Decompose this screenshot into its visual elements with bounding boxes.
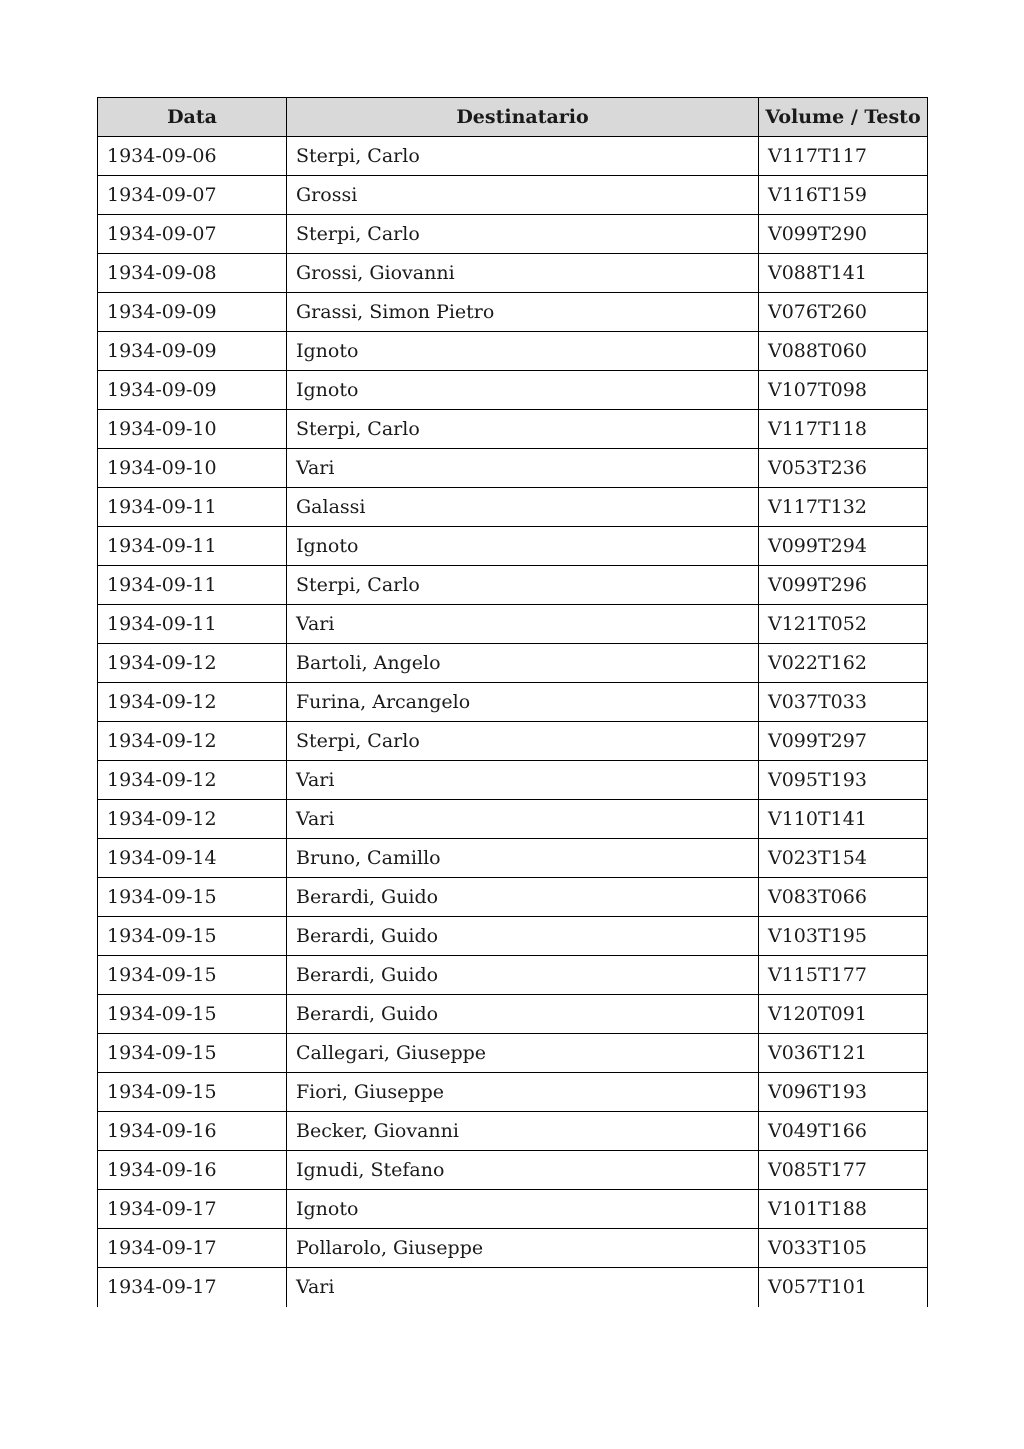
cell-volume-text: V083T066 [759,878,928,917]
cell-recipient: Furina, Arcangelo [287,683,759,722]
cell-recipient: Vari [287,449,759,488]
table-row [98,527,928,566]
table-row [98,722,928,761]
table-row [98,761,928,800]
cell-volume-text: V037T033 [759,683,928,722]
cell-recipient: Ignoto [287,371,759,410]
cell-date: 1934-09-06 [98,137,287,176]
cell-date: 1934-09-12 [98,644,287,683]
cell-date: 1934-09-08 [98,254,287,293]
cell-volume-text: V099T290 [759,215,928,254]
correspondence-table [97,97,928,1307]
cell-volume-text: V095T193 [759,761,928,800]
cell-recipient: Ignudi, Stefano [287,1151,759,1190]
cell-date: 1934-09-09 [98,371,287,410]
cell-date: 1934-09-16 [98,1112,287,1151]
cell-date: 1934-09-15 [98,956,287,995]
cell-recipient: Vari [287,800,759,839]
cell-date: 1934-09-10 [98,449,287,488]
cell-date: 1934-09-11 [98,488,287,527]
column-header-destinatario: Destinatario [287,98,759,137]
cell-recipient: Sterpi, Carlo [287,137,759,176]
cell-date: 1934-09-09 [98,293,287,332]
cell-date: 1934-09-12 [98,722,287,761]
cell-recipient: Grossi [287,176,759,215]
table-header-row [98,98,928,137]
cell-volume-text: V115T177 [759,956,928,995]
table-row [98,566,928,605]
cell-volume-text: V117T117 [759,137,928,176]
table-row [98,995,928,1034]
cell-date: 1934-09-09 [98,332,287,371]
column-header-data: Data [98,98,287,137]
cell-volume-text: V099T294 [759,527,928,566]
cell-date: 1934-09-12 [98,683,287,722]
cell-recipient: Vari [287,761,759,800]
cell-date: 1934-09-15 [98,1034,287,1073]
cell-volume-text: V101T188 [759,1190,928,1229]
table-row [98,293,928,332]
cell-recipient: Sterpi, Carlo [287,722,759,761]
cell-volume-text: V053T236 [759,449,928,488]
cell-volume-text: V099T296 [759,566,928,605]
cell-recipient: Ignoto [287,1190,759,1229]
table-body [98,137,928,1307]
table-row [98,1112,928,1151]
cell-date: 1934-09-07 [98,176,287,215]
cell-date: 1934-09-15 [98,1073,287,1112]
cell-recipient: Berardi, Guido [287,917,759,956]
cell-volume-text: V076T260 [759,293,928,332]
cell-recipient: Ignoto [287,527,759,566]
cell-volume-text: V099T297 [759,722,928,761]
cell-date: 1934-09-10 [98,410,287,449]
cell-volume-text: V022T162 [759,644,928,683]
cell-date: 1934-09-11 [98,566,287,605]
cell-recipient: Grassi, Simon Pietro [287,293,759,332]
cell-volume-text: V033T105 [759,1229,928,1268]
cell-recipient: Bruno, Camillo [287,839,759,878]
cell-date: 1934-09-15 [98,995,287,1034]
table-row [98,488,928,527]
cell-recipient: Sterpi, Carlo [287,215,759,254]
table-row [98,917,928,956]
table-row [98,683,928,722]
cell-volume-text: V088T141 [759,254,928,293]
cell-volume-text: V088T060 [759,332,928,371]
cell-volume-text: V096T193 [759,1073,928,1112]
cell-recipient: Galassi [287,488,759,527]
cell-volume-text: V117T132 [759,488,928,527]
cell-recipient: Fiori, Giuseppe [287,1073,759,1112]
cell-recipient: Callegari, Giuseppe [287,1034,759,1073]
cell-recipient: Sterpi, Carlo [287,410,759,449]
cell-volume-text: V085T177 [759,1151,928,1190]
cell-volume-text: V023T154 [759,839,928,878]
cell-date: 1934-09-17 [98,1229,287,1268]
cell-volume-text: V121T052 [759,605,928,644]
cell-date: 1934-09-14 [98,839,287,878]
table-row [98,1268,928,1307]
table-row [98,956,928,995]
cell-date: 1934-09-12 [98,761,287,800]
table-row [98,449,928,488]
table-row [98,800,928,839]
table-row [98,1190,928,1229]
cell-recipient: Berardi, Guido [287,956,759,995]
cell-date: 1934-09-15 [98,917,287,956]
cell-recipient: Bartoli, Angelo [287,644,759,683]
cell-date: 1934-09-07 [98,215,287,254]
cell-recipient: Vari [287,605,759,644]
cell-recipient: Sterpi, Carlo [287,566,759,605]
table-row [98,254,928,293]
table-row [98,1229,928,1268]
cell-volume-text: V057T101 [759,1268,928,1307]
table-row [98,215,928,254]
cell-volume-text: V103T195 [759,917,928,956]
cell-recipient: Vari [287,1268,759,1307]
table-row [98,371,928,410]
table-row [98,410,928,449]
cell-volume-text: V116T159 [759,176,928,215]
cell-date: 1934-09-15 [98,878,287,917]
cell-volume-text: V036T121 [759,1034,928,1073]
cell-volume-text: V049T166 [759,1112,928,1151]
table-row [98,605,928,644]
cell-date: 1934-09-11 [98,527,287,566]
cell-date: 1934-09-17 [98,1268,287,1307]
cell-volume-text: V117T118 [759,410,928,449]
column-header-volume-testo: Volume / Testo [759,98,928,137]
cell-recipient: Berardi, Guido [287,995,759,1034]
cell-date: 1934-09-16 [98,1151,287,1190]
table-row [98,878,928,917]
table-row [98,644,928,683]
cell-volume-text: V107T098 [759,371,928,410]
cell-volume-text: V120T091 [759,995,928,1034]
cell-recipient: Pollarolo, Giuseppe [287,1229,759,1268]
cell-recipient: Berardi, Guido [287,878,759,917]
table-row [98,839,928,878]
cell-recipient: Ignoto [287,332,759,371]
cell-date: 1934-09-11 [98,605,287,644]
table-row [98,1073,928,1112]
table-row [98,176,928,215]
table-row [98,1034,928,1073]
cell-recipient: Becker, Giovanni [287,1112,759,1151]
cell-date: 1934-09-12 [98,800,287,839]
table-row [98,1151,928,1190]
table-row [98,332,928,371]
cell-date: 1934-09-17 [98,1190,287,1229]
cell-volume-text: V110T141 [759,800,928,839]
table-row [98,137,928,176]
cell-recipient: Grossi, Giovanni [287,254,759,293]
